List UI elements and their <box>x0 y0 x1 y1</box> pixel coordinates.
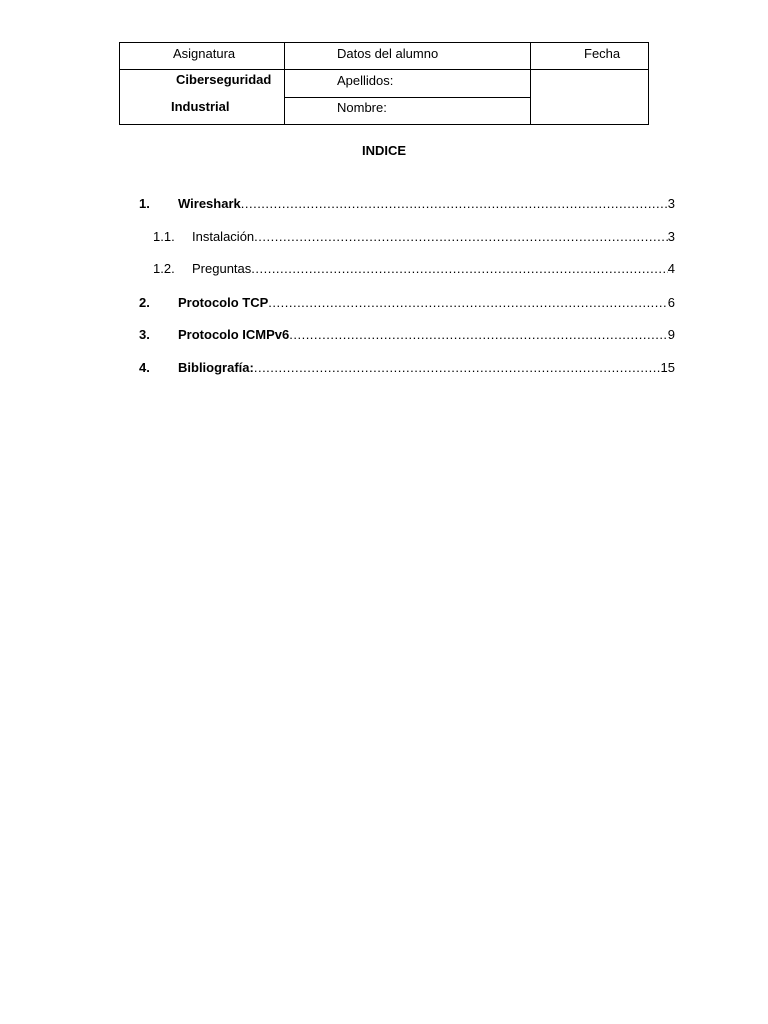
toc-entry-number: 1.2. <box>153 261 175 276</box>
toc-entry-number: 1.1. <box>153 229 175 244</box>
subject-name-line2: Industrial <box>171 99 230 114</box>
toc-entry-label: Preguntas <box>192 261 252 276</box>
toc-entry[interactable] <box>139 228 675 246</box>
toc-entry-page: 9 <box>667 327 675 342</box>
row-divider <box>284 97 530 98</box>
toc-entry-page: 6 <box>667 295 675 310</box>
toc-entry-page: 15 <box>660 360 675 375</box>
toc-dot-leader <box>251 260 668 278</box>
subject-column-header: Asignatura <box>173 46 236 61</box>
toc-entry-number: 4. <box>139 360 150 375</box>
toc-entry[interactable] <box>139 195 675 213</box>
column-divider <box>530 43 531 124</box>
toc-entry-page: 4 <box>667 261 675 276</box>
column-divider <box>284 43 285 124</box>
toc-entry-label: Protocolo ICMPv6 <box>178 327 290 342</box>
student-data-column-header: Datos del alumno <box>337 46 439 61</box>
toc-dot-leader <box>254 228 668 246</box>
toc-entry[interactable] <box>139 326 675 344</box>
surname-label: Apellidos: <box>337 73 394 88</box>
toc-entry-number: 2. <box>139 295 150 310</box>
toc-dot-leader <box>289 326 668 344</box>
toc-entry-label: Instalación <box>192 229 255 244</box>
toc-entry[interactable] <box>139 294 675 312</box>
toc-entry-label: Bibliografía: <box>178 360 254 375</box>
toc-dot-leader <box>254 359 661 377</box>
header-table <box>119 42 649 125</box>
toc-entry-label: Protocolo TCP <box>178 295 269 310</box>
toc-entry[interactable] <box>139 359 675 377</box>
index-title: INDICE <box>361 143 407 158</box>
toc-entry[interactable] <box>139 260 675 278</box>
name-label: Nombre: <box>337 100 387 115</box>
toc-entry-label: Wireshark <box>178 196 241 211</box>
subject-name-line1: Ciberseguridad <box>176 72 272 87</box>
toc-entry-page: 3 <box>667 229 675 244</box>
toc-dot-leader <box>241 195 668 213</box>
toc-entry-number: 3. <box>139 327 150 342</box>
toc-dot-leader <box>268 294 667 312</box>
toc-entry-page: 3 <box>667 196 675 211</box>
row-divider <box>120 69 648 70</box>
toc-entry-number: 1. <box>139 196 150 211</box>
date-column-header: Fecha <box>584 46 621 61</box>
